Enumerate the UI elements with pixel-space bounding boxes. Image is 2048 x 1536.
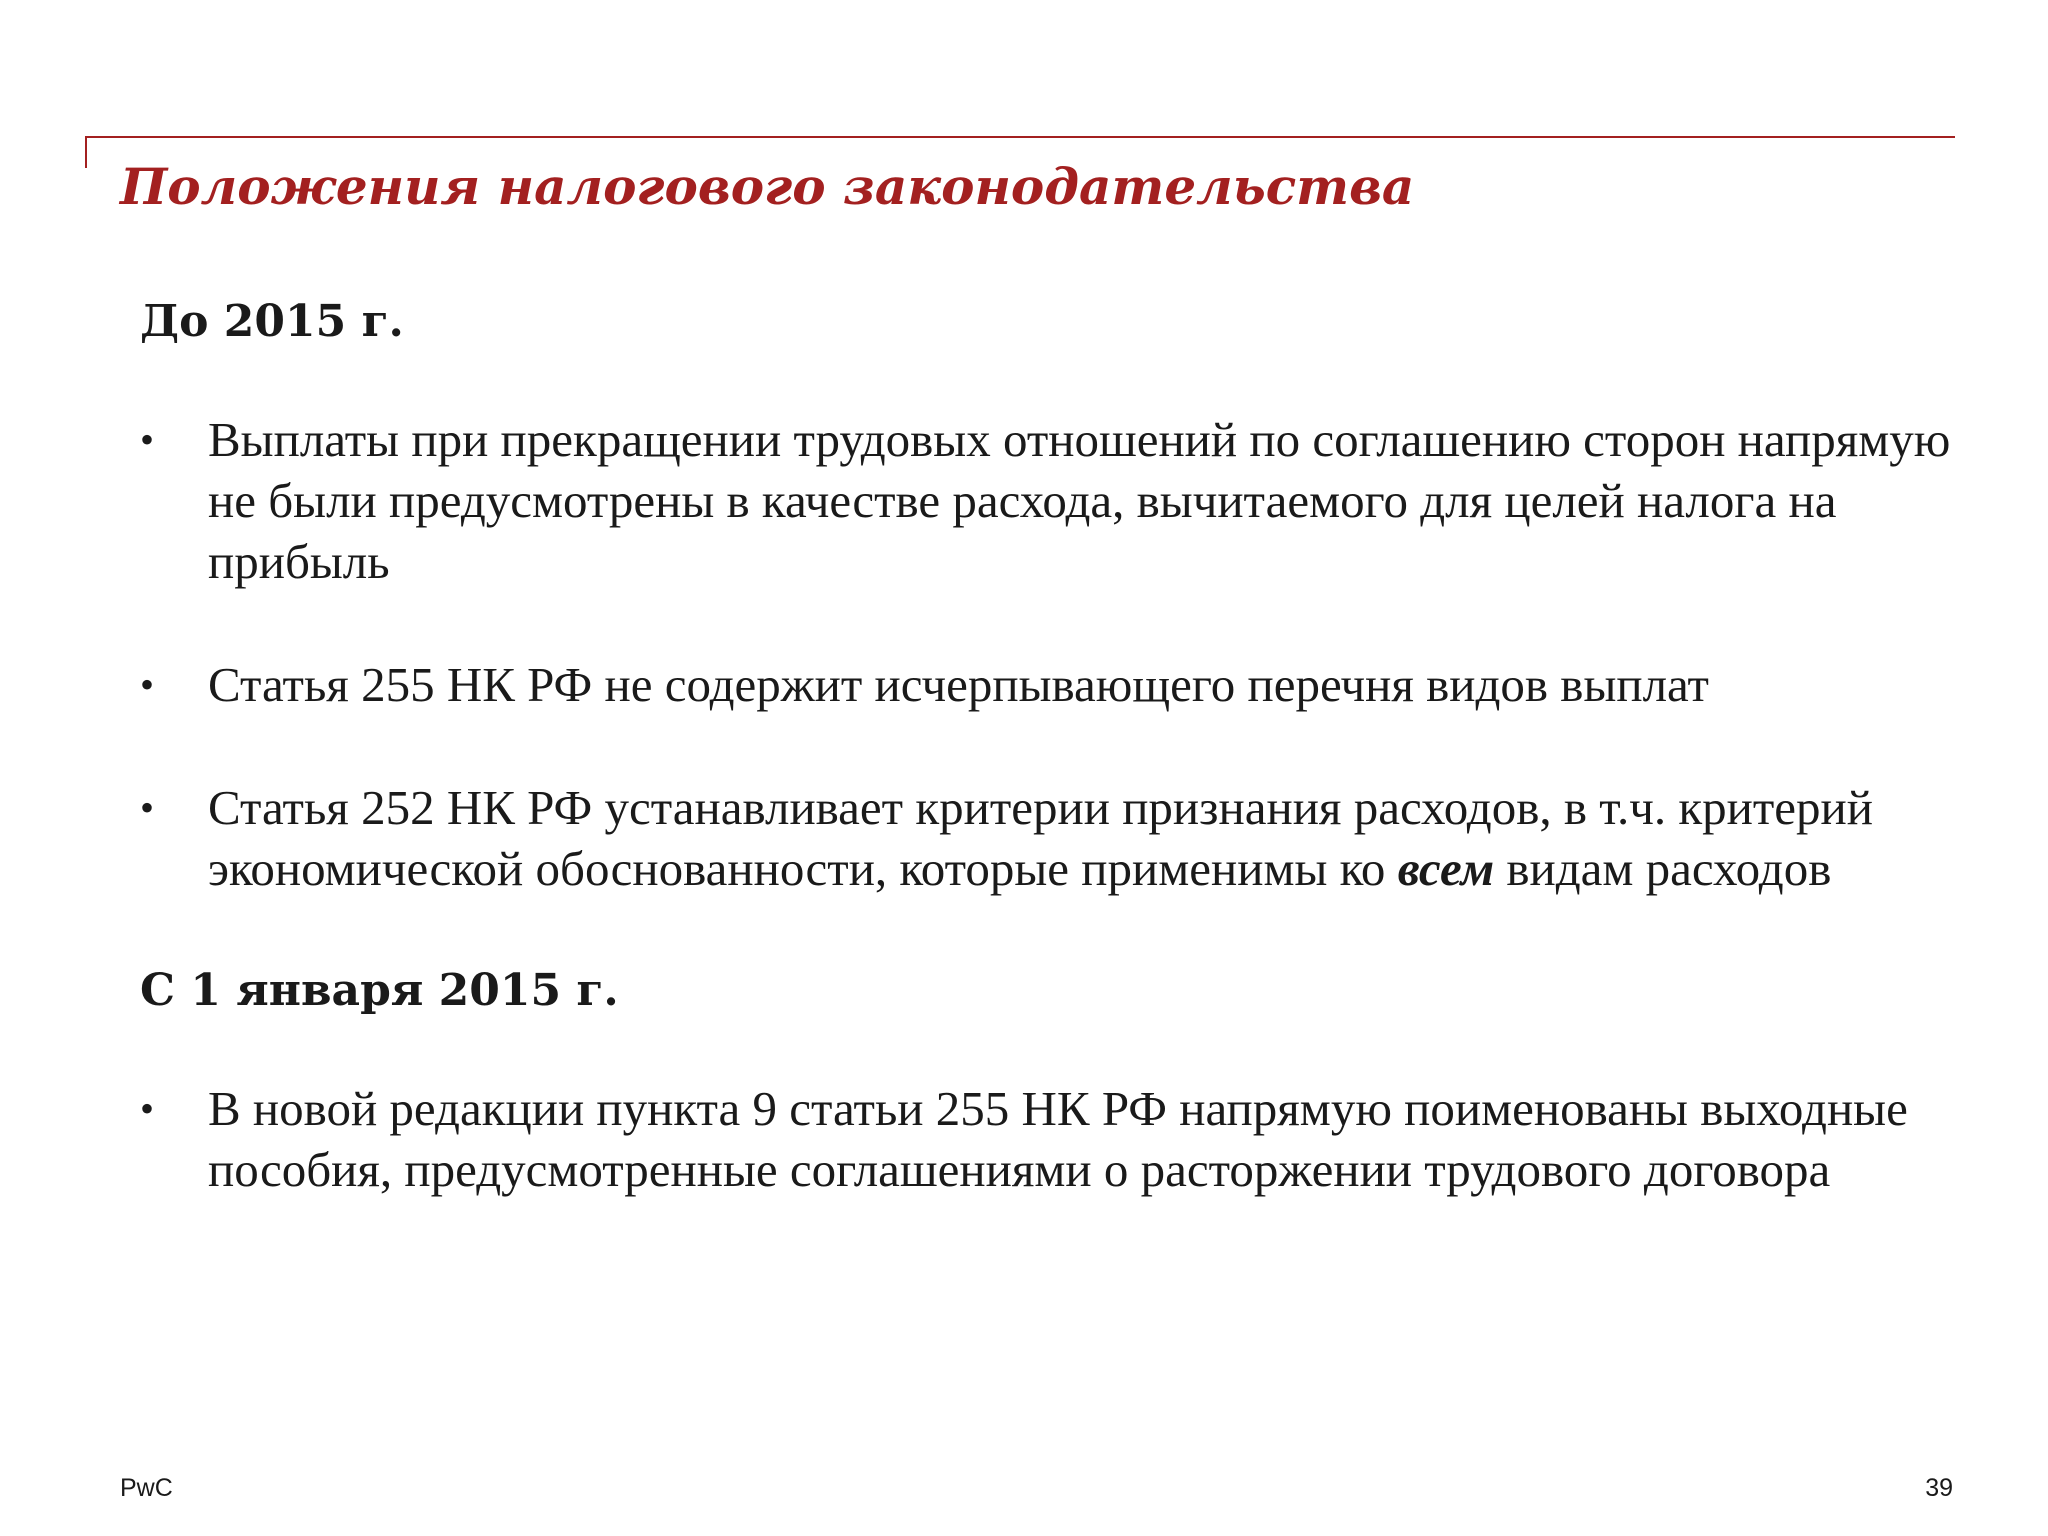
section-heading-before-2015: До 2015 г. [140,296,404,347]
bullet-marker: • [140,662,155,707]
bullet-emphasis: всем [1397,841,1495,896]
bullet-marker: • [140,417,155,462]
slide-title: Положения налогового законодательства [120,157,1415,216]
bullet-item [140,777,1970,899]
bullet-list-from-2015 [140,1078,1970,1200]
bullet-list-before-2015 [140,409,1970,899]
bullet-text: В новой редакции пункта 9 статьи 255 НК РФ напрямую поименованы выходные пособия, предусмотренные соглашениями о расторжении трудового договора [208,1081,1908,1197]
slide-content [140,290,1970,1200]
bullet-text-before: Статья 252 НК РФ устанавливает критерии признания расходов, в т.ч. критерий экономической обоснованности, которые применимы ко [208,780,1873,896]
bullet-text: Выплаты при прекращении трудовых отношений по соглашению сторон напрямую не были предусмотрены в качестве расхода, вычитаемого для целей налога на прибыль [208,412,1951,589]
bullet-marker: • [140,1086,155,1131]
bullet-item [140,654,1970,715]
bullet-marker: • [140,785,155,830]
bullet-text: Статья 255 НК РФ не содержит исчерпывающего перечня видов выплат [208,657,1709,712]
page-number: 39 [1925,1474,1953,1502]
bullet-text [208,780,1873,896]
bullet-item [140,409,1970,592]
bullet-item [140,1078,1970,1200]
footer-brand: PwC [120,1474,173,1502]
bullet-text-after: видам расходов [1494,841,1832,896]
title-rule-tick [85,136,87,168]
title-rule [85,136,1955,138]
section-heading-from-2015: С 1 января 2015 г. [140,965,619,1016]
